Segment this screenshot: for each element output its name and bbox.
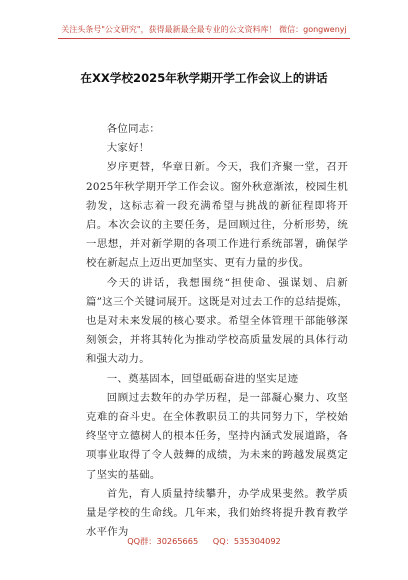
salutation: 各位同志： (106, 123, 160, 135)
section-heading-1: 一、奠基固本，回望砥砺奋进的坚实足迹 (106, 372, 299, 385)
footer-qq-group: QQ群：30265665 (127, 536, 199, 546)
greeting: 大家好！ (106, 142, 150, 155)
document-title: 在XX学校2025年秋学期开学工作会议上的讲话 (80, 71, 328, 85)
paragraph-1: 岁序更替，华章日新。今天，我们齐聚一堂，召开2025年秋学期开学工作会议。窗外秋意渐浓，校园生机勃发，这标志着一段充满希望与挑战的新征程即将开启。本次会议的主要任务，是回顾过往，分析形势，统一思想，并对新学期的各项工作进行系统部署，确保学校在新起点上迈出更加坚实、更有力量的步伐。 (86, 161, 348, 270)
header-divider (58, 38, 350, 39)
paragraph-4: 首先，育人质量持续攀升，办学成果斐然。教学质量是学校的生命线。几年来，我们始终将提升教育教学水平作为 (86, 487, 348, 539)
header-banner: 关注头条号"公文研究"，获得最新最全最专业的公文资料库！ 微信：gongwenyj (61, 25, 347, 34)
paragraph-3: 回顾过去数年的办学历程，是一部凝心聚力、攻坚克难的奋斗史。在全体教职员工的共同努力下，学校始终坚守立德树人的根本任务，坚持内涵式发展道路，各项事业取得了令人鼓舞的成绩，为未来的跨越发展奠定了坚实的基础。 (86, 391, 348, 481)
footer (0, 536, 408, 547)
footer-qq: QQ：535304092 (212, 536, 281, 546)
paragraph-2: 今天的讲话，我想围绕“担使命、强谋划、启新篇”这三个关键词展开。这既是对过去工作的总结提炼，也是对未来发展的核心要求。希望全体管理干部能够深刻领会，并将其转化为推动学校高质量发展的具体行动和强大动力。 (86, 276, 348, 366)
document-body (86, 120, 348, 542)
